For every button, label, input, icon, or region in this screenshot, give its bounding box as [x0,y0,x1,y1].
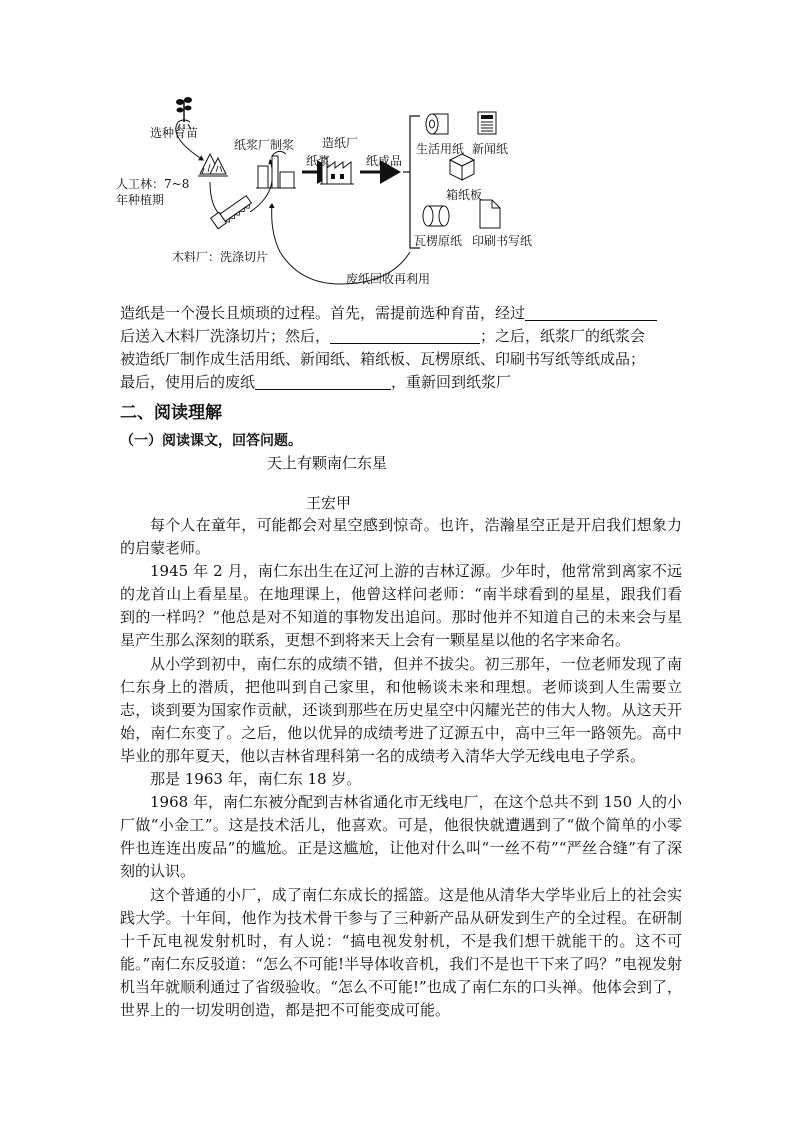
fill-in-line-3 [120,348,680,371]
answer-blank-2[interactable] [330,327,480,344]
fill-in-line-4 [120,371,680,394]
forest-icon [198,154,228,176]
label-paper-products: 纸成品 [366,154,403,168]
label-corrugated: 瓦楞原纸 [414,234,463,248]
cardboard-box-icon [450,154,474,180]
article-paragraph: 1945 年 2 月，南仁东出生在辽河上游的吉林辽源。少年时，他常常到离家不远的龙首山上看星星。在地理课上，他曾这样问老师：“南半球看到的星星，跟我们看到的一样吗？”他总是对不知道的事物发出追问。那时他并不知道自己的未来会与星星产生那么深刻的联系，更想不到将来天上会有一颗星星以他的名字来命名。 [120,562,682,650]
answer-blank-3[interactable] [255,373,391,390]
fill-in-text-4a: 最后，使用后的废纸 [120,373,256,391]
section-heading: 二、阅读理解 [120,403,222,423]
fill-in-text-2b: ；之后，纸浆厂的纸浆会 [480,327,646,345]
label-plantation: 人工林：7~8 年种植期 [116,177,190,207]
article-paragraph: 1968 年，南仁东被分配到吉林省通化市无线电厂，在这个总共不到 150 人的小厂做“小金工”。这是技术活儿，他喜欢。可是，他很快就遭遇到了“做个简单的小零件也连连出废品”的尴尬。正是这尴尬，让他对什么叫“一丝不苟”“严丝合缝”有了深刻的认识。 [120,793,682,881]
label-seedling: 选种育苗 [150,126,199,140]
fill-in-text-1: 造纸是一个漫长且烦琐的过程。首先，需提前选种育苗，经过 [120,304,526,322]
fill-in-text-4b: ，重新回到纸浆厂 [391,373,512,391]
printing-paper-icon [480,200,500,228]
pulp-mill-icon [256,151,296,188]
answer-blank-1[interactable] [525,304,657,321]
label-lumber: 木料厂：洗涤切片 [172,250,269,264]
fill-in-text-3: 被造纸厂制作成生活用纸、新闻纸、箱纸板、瓦楞原纸、印刷书写纸等纸成品； [120,350,646,368]
label-printing: 印刷书写纸 [472,234,533,248]
newspaper-icon [478,112,496,134]
article-title-text: 天上有颗南仁东星 [266,454,387,472]
article-paragraph: 那是 1963 年，南仁东 18 岁。 [150,770,362,789]
papermaking-process-diagram [110,92,570,292]
label-pulp-mill: 纸浆厂制浆 [234,138,295,152]
label-cardboard: 箱纸板 [446,188,483,202]
seedling-icon [176,97,192,129]
label-recycle: 废纸回收再利用 [346,272,431,286]
article-author: 王宏甲 [306,494,352,512]
label-tissue: 生活用纸 [416,142,465,156]
article-body [120,514,682,1022]
corrugated-roll-icon [423,206,449,226]
label-newsprint: 新闻纸 [472,142,509,156]
article-title [0,452,794,473]
article-paragraph: 从小学到初中，南仁东的成绩不错，但并不拔尖。初三那年，一位老师发现了南仁东身上的潜质，把他叫到自己家里，和他畅谈未来和理想。老师谈到人生需要立志，谈到要为国家作贡献，还谈到那些在历史星空中闪耀光芒的伟大人物。从这天开始，南仁东变了。之后，他以优异的成绩考进了辽源五中，高中三年一路领先。高中毕业的那年夏天，他以吉林省理科第一名的成绩考入清华大学无线电电子学系。 [120,654,682,765]
label-pulp: 纸浆 [306,154,331,168]
fill-in-line-2 [120,325,680,348]
fill-in-text-2a: 后送入木料厂洗涤切片；然后， [120,327,331,345]
label-paper-mill: 造纸厂 [322,136,359,150]
tissue-roll-icon [426,114,448,134]
article-paragraph: 这个普通的小厂，成了南仁东成长的摇篮。这是他从清华大学毕业后上的社会实践大学。十年间，他作为技术骨干参与了三种新产品从研发到生产的全过程。在研制十千瓦电视发射机时，有人说：“搞电视发射机，不是我们想干就能干的。这不可能。”南仁东反驳道：“怎么不可能!半导体收音机，我们不是也干下来了吗？”电视发射机当年就顺利通过了省级验收。“怎么不可能!”也成了南仁东的口头禅。他体会到了，世界上的一切发明创造，都是把不可能变成可能。 [120,885,682,1019]
fill-in-line-1 [120,302,680,325]
sub-heading: （一）阅读课文，回答问题。 [120,433,302,449]
article-paragraph: 每个人在童年，可能都会对星空感到惊奇。也许，浩瀚星空正是开启我们想象力的启蒙老师。 [120,516,682,558]
